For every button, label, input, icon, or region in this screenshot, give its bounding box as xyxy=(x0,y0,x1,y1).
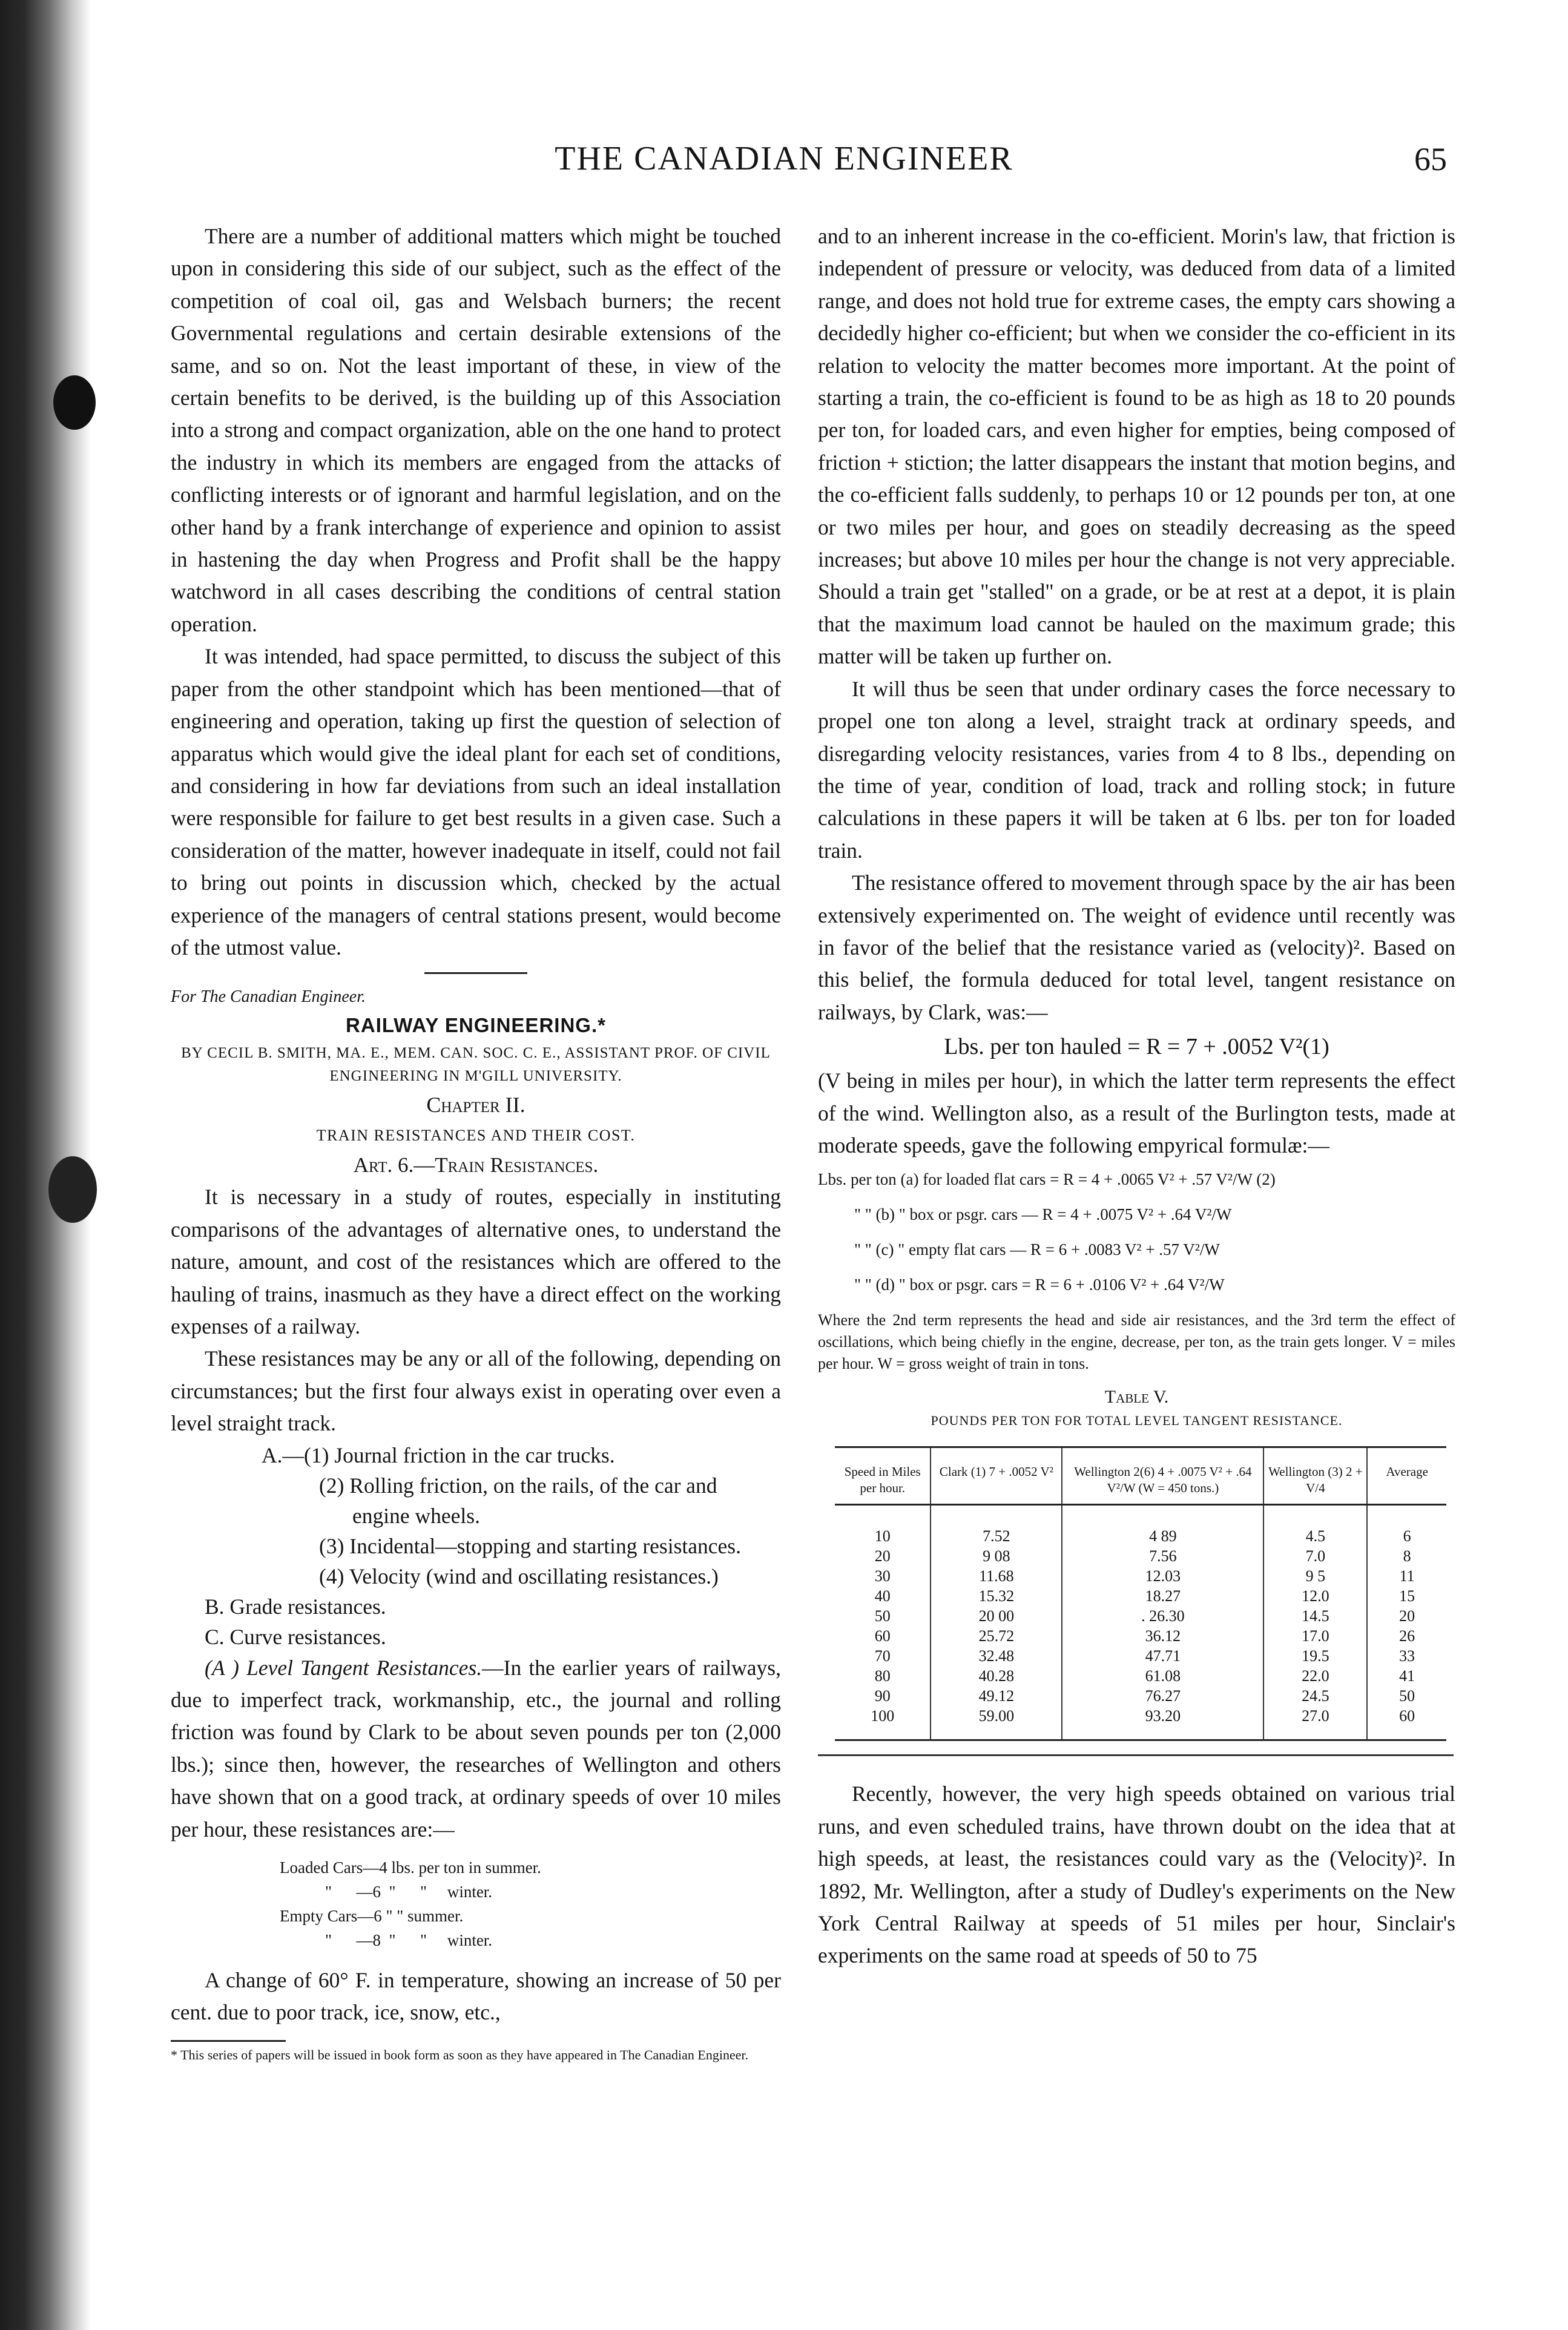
divider xyxy=(818,1754,1454,1756)
section-subhead: TRAIN RESISTANCES AND THEIR COST. xyxy=(316,1127,636,1145)
table-cell: 90 xyxy=(874,1687,891,1705)
list-item: (3) Incidental—stopping and starting resistances. xyxy=(319,1533,741,1558)
table-row xyxy=(835,1666,1446,1686)
table-cell: 7.56 xyxy=(1062,1546,1263,1566)
paragraph: There are a number of additional matters which might be touched upon in considering this side of our subject, such as the effect of the competition of coal oil, gas and Welsbach burners; the recent Governmental regulations and certain desirable extensions of the same, and so on. Not the least important of these, in view of the certain benefits to be derived, is the building up of this Association into a strong and compact organization, able on the one hand to protect the industry in which its members are engaged from the attacks of conflicting interests or of ignorant and harmful legislation, and on the other hand by a frank interchange of experience and opinion to assist in hastening the day when Progress and Profit shall be the happy watchword in all cases describing the conditions of central station operation. xyxy=(171,224,781,636)
paragraph: These resistances may be any or all of the following, depending on circumstances; but the first four always exist in operating over even a level straight track. xyxy=(171,1346,781,1436)
table-row xyxy=(835,1626,1446,1646)
table-cell: 61.08 xyxy=(1062,1666,1263,1686)
table-cell: 20 xyxy=(1367,1606,1446,1626)
table-cell: 19.5 xyxy=(1263,1646,1367,1666)
paragraph: A change of 60° F. in temperature, showing an increase of 50 per cent. due to poor track, ice, snow, etc., xyxy=(171,1968,781,2025)
paragraph: It will thus be seen that under ordinary cases the force necessary to propel one ton along a level, straight track at ordinary speeds, and disregarding velocity resistances, varies from 4 to 8 lbs., depending on the time of year, condition of load, track and rolling stock; in future calculations in these papers it will be taken at 6 lbs. per ton for loaded train. xyxy=(818,676,1455,863)
table-cell: 14.5 xyxy=(1263,1606,1367,1626)
table-cell: 27.0 xyxy=(1263,1706,1367,1740)
formula-row: " " (c) " empty flat cars — R = 6 + .0083 V² + .57 V²/W xyxy=(854,1240,1220,1259)
season-row: " —6 " " winter. xyxy=(325,1883,493,1901)
season-row: " —8 " " winter. xyxy=(325,1931,493,1950)
article-heading: Art. 6.—Train Resistances. xyxy=(353,1153,599,1177)
formula-row: " " (d) " box or psgr. cars = R = 6 + .0106 V² + .64 V²/W xyxy=(854,1275,1225,1294)
table-cell: 11 xyxy=(1367,1566,1446,1586)
resistance-table xyxy=(835,1446,1446,1741)
table-cell: 12.0 xyxy=(1263,1586,1367,1606)
footnote-divider xyxy=(171,2040,286,2042)
column-header: Speed in Miles per hour. xyxy=(835,1447,931,1505)
list-item: (4) Velocity (wind and oscillating resistances.) xyxy=(319,1564,719,1588)
season-row: Empty Cars—6 " " summer. xyxy=(280,1907,464,1926)
paragraph-text: —In the earlier years of railways, due to imperfect track, workmanship, etc., the journal and rolling friction was found by Clark to be about seven pounds per ton (2,000 lbs.); since then, however, the researches of Wellington and others have shown that on a good track, at ordinary speeds of over 10 miles per hour, these resistances are:— xyxy=(171,1655,781,1841)
table-row xyxy=(835,1546,1446,1566)
table-cell: 12.03 xyxy=(1062,1566,1263,1586)
table-cell: 60 xyxy=(874,1627,891,1645)
table-cell: 9 5 xyxy=(1263,1566,1367,1586)
table-cell: 50 xyxy=(1367,1686,1446,1706)
table-row xyxy=(835,1646,1446,1666)
table-cell: 30 xyxy=(874,1567,891,1585)
season-row: Loaded Cars—4 lbs. per ton in summer. xyxy=(280,1858,541,1877)
paragraph: (V being in miles per hour), in which the latter term represents the effect of the wind. Wellington also, as a result of the Burlington tests, made at moderate speeds, gave the following empyrical formulæ:— xyxy=(818,1068,1455,1157)
left-column xyxy=(171,220,781,2064)
table-cell: 20 00 xyxy=(931,1606,1062,1626)
paragraph: and to an inherent increase in the co-efficient. Morin's law, that friction is independent of pressure or velocity, was deduced from data of a limited range, and does not hold true for extreme cases, the empty cars showing a decidedly higher co-efficient; but when we consider the co-efficient in its relation to velocity the matter becomes more important. At the point of starting a train, the co-efficient is found to be as high as 18 to 20 pounds per ton, for loaded cars, and even higher for empties, being composed of friction + stiction; the latter disappears the instant that motion begins, and the co-efficient falls suddenly, to perhaps 10 or 12 pounds per ton, at one or two miles per hour, and goes on steadily decreasing as the speed increases; but above 10 miles per hour the change is not very appreciable. Should a train get "stalled" on a grade, or be at rest at a depot, it is plain that the maximum load cannot be hauled on the maximum grade; this matter will be taken up further on. xyxy=(818,224,1455,669)
paragraph: It was intended, had space permitted, to discuss the subject of this paper from the other standpoint which has been mentioned—that of engineering and operation, taking up first the question of selection of apparatus which would give the ideal plant for each set of conditions, and considering in how far deviations from such an ideal installation were responsible for failure to get best results in a given case. Such a consideration of the matter, however inadequate in itself, could not fail to bring out points in discussion which, checked by the actual experience of the managers of central stations present, would become of the utmost value. xyxy=(171,644,781,959)
list-item: B. Grade resistances. xyxy=(205,1594,386,1619)
list-item: engine wheels. xyxy=(352,1503,480,1528)
table-header-row xyxy=(835,1447,1446,1505)
table-subtitle: POUNDS PER TON FOR TOTAL LEVEL TANGENT RESISTANCE. xyxy=(931,1413,1343,1429)
table-cell: 7.52 xyxy=(931,1505,1062,1547)
table-cell: 15 xyxy=(1367,1586,1446,1606)
table-cell: 100 xyxy=(835,1706,931,1740)
table-cell: 32.48 xyxy=(931,1646,1062,1666)
paragraph: It is necessary in a study of routes, especially in instituting comparisons of the advantages of alternative ones, to understand the nature, amount, and cost of the resistances which are offered to the hauling of trains, inasmuch as they have a direct effect on the working expenses of a railway. xyxy=(171,1185,781,1338)
clark-formula: Lbs. per ton hauled = R = 7 + .0052 V²(1) xyxy=(944,1034,1329,1060)
column-header: Average xyxy=(1367,1447,1446,1505)
table-cell: 93.20 xyxy=(1062,1706,1263,1740)
table-cell: 41 xyxy=(1367,1666,1446,1686)
table-cell: 80 xyxy=(874,1667,891,1685)
table-cell: 40 xyxy=(874,1587,891,1605)
column-header: Wellington 2(6) 4 + .0075 V² + .64 V²/W (W = 450 tons.) xyxy=(1062,1447,1263,1505)
paragraph: The resistance offered to movement through space by the air has been extensively experimented on. The weight of evidence until recently was in favor of the belief that the resistance varied as (velocity)². Based on this belief, the formula deduced for total level, tangent resistance on railways, by Clark, was:— xyxy=(818,870,1455,1024)
table-cell: 36.12 xyxy=(1062,1626,1263,1646)
byline: BY CECIL B. SMITH, MA. E., MEM. CAN. SOC. C. E., ASSISTANT PROF. OF CIVIL ENGINEERING IN M'GILL UNIVERSITY. xyxy=(181,1045,771,1085)
table-cell: 26 xyxy=(1367,1626,1446,1646)
list-item: (2) Rolling friction, on the rails, of the car and xyxy=(319,1473,717,1498)
table-row xyxy=(835,1505,1446,1547)
table-cell: 70 xyxy=(874,1647,891,1665)
table-cell: 59.00 xyxy=(931,1706,1062,1740)
attribution: For The Canadian Engineer. xyxy=(171,987,366,1007)
list-item: A.—(1) Journal friction in the car trucks. xyxy=(262,1443,615,1467)
table-row xyxy=(835,1686,1446,1706)
table-cell: 15.32 xyxy=(931,1586,1062,1606)
table-cell: 25.72 xyxy=(931,1626,1062,1646)
table-cell: 8 xyxy=(1367,1546,1446,1566)
table-cell: 60 xyxy=(1367,1706,1446,1740)
paragraph xyxy=(171,1652,781,1846)
table-cell: 4.5 xyxy=(1263,1505,1367,1547)
formula-row: Lbs. per ton (a) for loaded flat cars = R = 4 + .0065 V² + .57 V²/W (2) xyxy=(818,1170,1276,1189)
table-cell: 47.71 xyxy=(1062,1646,1263,1666)
article-title: RAILWAY ENGINEERING.* xyxy=(346,1014,606,1037)
column-header: Clark (1) 7 + .0052 V² xyxy=(931,1447,1062,1505)
table-cell: 7.0 xyxy=(1263,1546,1367,1566)
table-cell: 20 xyxy=(874,1547,891,1565)
table-cell: 40.28 xyxy=(931,1666,1062,1686)
column-header: Wellington (3) 2 + V/4 xyxy=(1263,1447,1367,1505)
resistance-by-season xyxy=(171,1855,781,1952)
table-cell: 18.27 xyxy=(1062,1586,1263,1606)
formula-note: Where the 2nd term represents the head and side air resistances, and the 3rd term the effect of oscillations, which being chiefly in the engine, decrease, per ton, as the train gets longer. V = miles per hour. W = gross weight of train in tons. xyxy=(818,1311,1455,1373)
table-cell: 33 xyxy=(1367,1646,1446,1666)
resistance-list xyxy=(171,1440,781,1652)
table-cell: 22.0 xyxy=(1263,1666,1367,1686)
divider xyxy=(424,972,527,974)
table-cell: 24.5 xyxy=(1263,1686,1367,1706)
table-cell: . 26.30 xyxy=(1062,1606,1263,1626)
table-cell: 50 xyxy=(874,1607,891,1625)
page-number: 65 xyxy=(1414,141,1447,177)
table-cell: 49.12 xyxy=(931,1686,1062,1706)
table-row xyxy=(835,1706,1446,1740)
chapter-heading: Chapter II. xyxy=(426,1093,525,1117)
formula-row: " " (b) " box or psgr. cars — R = 4 + .0075 V² + .64 V²/W xyxy=(854,1205,1232,1224)
table-cell: 9 08 xyxy=(931,1546,1062,1566)
running-head: THE CANADIAN ENGINEER xyxy=(555,140,1013,177)
table-cell: 6 xyxy=(1367,1505,1446,1547)
table-cell: 17.0 xyxy=(1263,1626,1367,1646)
table-row xyxy=(835,1566,1446,1586)
table-cell: 76.27 xyxy=(1062,1686,1263,1706)
right-column xyxy=(818,220,1455,1972)
wellington-formulas xyxy=(818,1162,1455,1302)
table-cell: 4 89 xyxy=(1062,1505,1263,1547)
inline-heading: (A ) Level Tangent Resistances. xyxy=(205,1655,483,1680)
binding-ink-blot xyxy=(53,375,96,430)
binding-ink-blot xyxy=(48,1156,97,1223)
table-title: Table V. xyxy=(1104,1387,1169,1407)
footnote: * This series of papers will be issued in book form as soon as they have appeared in The Canadian Engineer. xyxy=(171,2047,749,2062)
table-row xyxy=(835,1586,1446,1606)
table-cell: 11.68 xyxy=(931,1566,1062,1586)
paragraph: Recently, however, the very high speeds obtained on various trial runs, and even scheduled trains, have thrown doubt on the idea that at high speeds, at least, the resistances could vary as the (Velocity)². In 1892, Mr. Wellington, after a study of Dudley's experiments on the New York Central Railway at speeds of 51 miles per hour, Sinclair's experiments on the same road at speeds of 50 to 75 xyxy=(818,1782,1455,1968)
list-item: C. Curve resistances. xyxy=(205,1624,386,1649)
table-row xyxy=(835,1606,1446,1626)
table-cell: 10 xyxy=(874,1527,891,1545)
